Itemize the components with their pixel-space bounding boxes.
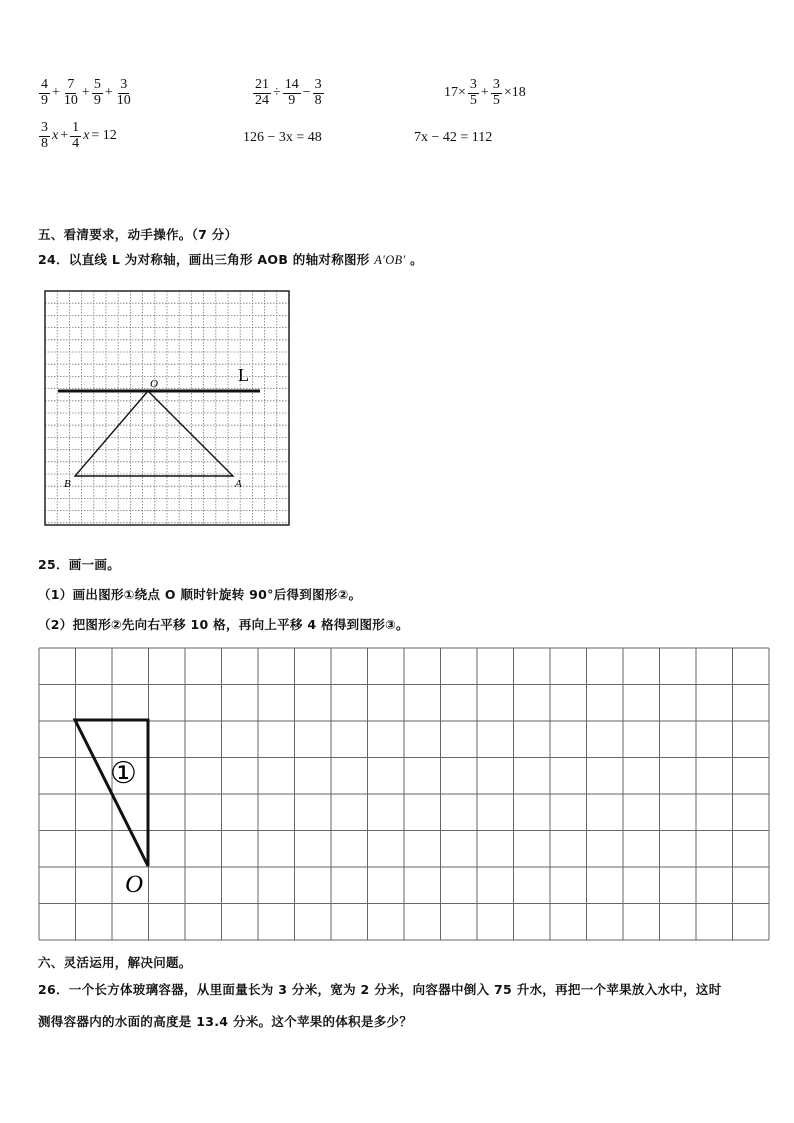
operator: +: [104, 85, 113, 101]
denominator: 10: [116, 92, 131, 108]
numerator: 14: [284, 77, 299, 92]
numerator: 3: [41, 120, 48, 135]
equation-3: 7x − 42 = 112: [414, 130, 493, 145]
question-24-figure-name: A′OB′: [374, 253, 406, 267]
numerator: 1: [72, 120, 80, 135]
equation-2: 126 − 3x = 48: [243, 130, 322, 145]
operator: ÷: [273, 85, 281, 101]
line-L-label: L: [238, 365, 249, 385]
numerator: 3: [469, 77, 477, 92]
variable: x: [52, 128, 59, 144]
denominator: 9: [93, 92, 101, 108]
denominator: 9: [41, 92, 48, 108]
section-5-title: 五、看清要求，动手操作。（7 分）: [38, 227, 238, 242]
denominator: 8: [41, 135, 48, 151]
numerator: 21: [255, 77, 269, 92]
point-O-label: O: [150, 378, 158, 390]
question-24-prefix: 24．以直线 L 为对称轴，画出三角形 AOB 的轴对称图形: [38, 252, 375, 267]
denominator: 4: [72, 135, 80, 151]
right-hand-side: = 12: [91, 128, 117, 144]
square-grid: [45, 291, 289, 525]
triangle-AOB: [75, 391, 233, 476]
question-26-line-1: 26．一个长方体玻璃容器，从里面量长为 3 分米，宽为 2 分米，向容器中倒入 75 升水，再把一个苹果放入水中，这时: [38, 982, 722, 997]
numerator: 3: [120, 77, 128, 92]
denominator: 5: [469, 92, 477, 108]
operand: ×18: [503, 85, 526, 101]
question-24-grid-figure: [40, 288, 294, 530]
numerator: 5: [93, 77, 101, 92]
question-25-title: 25．画一画。: [38, 557, 120, 572]
denominator: 9: [288, 92, 296, 108]
denominator: 10: [63, 92, 78, 108]
question-25-part-1: （1）画出图形①绕点 O 顺时针旋转 90°后得到图形②。: [38, 587, 362, 602]
operator: −: [302, 85, 311, 101]
question-25-grid-figure: [38, 647, 770, 941]
question-26-line-2: 测得容器内的水面的高度是 13.4 分米。这个苹果的体积是多少？: [38, 1014, 413, 1029]
denominator: 5: [492, 92, 500, 108]
section-6-title: 六、灵活运用，解决问题。: [38, 955, 192, 970]
expression-1: [38, 78, 134, 108]
operand: 17×: [444, 85, 466, 101]
expression-3: [443, 78, 527, 108]
numerator: 4: [41, 77, 48, 92]
question-24-suffix: 。: [405, 252, 423, 267]
operator: +: [52, 85, 60, 101]
numerator: 7: [67, 77, 75, 92]
numerator: 3: [492, 77, 500, 92]
question-24-text: [38, 250, 423, 268]
denominator: 24: [255, 92, 269, 108]
variable: x: [83, 128, 90, 144]
question-25-part-2: （2）把图形②先向右平移 10 格，再向上平移 4 格得到图形③。: [38, 617, 409, 632]
equation-1: [38, 121, 118, 151]
point-A-label: A: [235, 478, 242, 490]
operator: +: [480, 85, 489, 101]
numerator: 3: [314, 77, 322, 92]
point-O-label: O: [125, 871, 144, 898]
operator: +: [81, 85, 90, 101]
shape-1-label: ①: [110, 757, 137, 790]
denominator: 8: [314, 92, 322, 108]
point-B-label: B: [64, 478, 71, 490]
expression-2: [252, 78, 325, 108]
operator: +: [60, 128, 69, 144]
